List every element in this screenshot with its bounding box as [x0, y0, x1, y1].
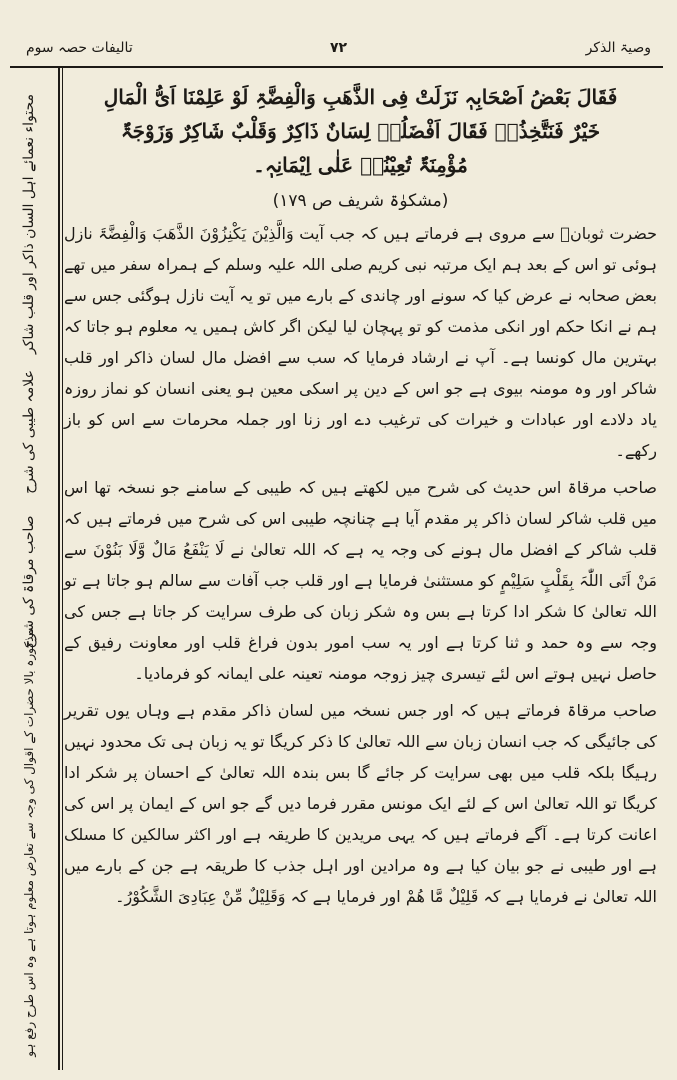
- paragraph: حضرت ثوبانؓ سے مروی ہے فرماتے ہیں کہ جب آیت وَالَّذِیْنَ یَکْنِزُوْنَ الذَّھَبَ وَالْفِضَّۃَ نازل ہوئی تو اس کے بعد ہم ایک مرتبہ نبی کریم صلی اللہ علیہ وسلم کے ہمراہ سفر میں تھے بعض صحابہ نے عرض کیا کہ سونے اور چاندی کے بارے میں تو یہ آیت نازل ہوگئی جس سے ہم نے انکا حکم اور انکی مذمت کو تو پہچان لیا لیکن اگر کاش ہمیں یہ معلوم ہو جاتا کہ بہترین مال کونسا ہے۔ آپ نے ارشاد فرمایا کہ سب سے افضل مال لسان ذاکر اور قلب شاکر اور وہ مومنہ بیوی ہے جو اس کے دین پر اسکی معین ہو یعنی انسان کو نماز روزہ یاد دلادے اور عبادات و خیرات کی ترغیب دے اور زنا اور جملہ محرمات سے اس کو باز رکھے۔: [64, 224, 657, 460]
- arabic-line: مُؤْمِنَۃٌ تُعِیْنُہٗ عَلٰی اِیْمَانِہٖ۔: [253, 153, 468, 177]
- running-title-right: وصیۃ الذکر: [585, 40, 651, 56]
- margin-note: صاحب مرقاۃ کی شرح: [21, 515, 37, 649]
- arabic-line: خَیْرٌ فَنَتَّخِذُہٗ فَقَالَ اَفْضَلُہٗ لِسَانٌ ذَاکِرٌ وَقَلْبٌ شَاکِرٌ وَزَوْجَۃٌ: [120, 119, 601, 143]
- page-number: ۷۲: [329, 40, 348, 56]
- paragraph: صاحب مرقاۃ اس حدیث کی شرح میں لکھتے ہیں کہ طیبی کے سامنے جو نسخہ تھا اس میں قلب شاکر لسان ذاکر پر مقدم آیا ہے چنانچہ طیبی اس کی شرح میں فرماتے ہیں کہ قلب شاکر کے افضل مال ہونے کی وجہ یہ ہے کہ اللہ تعالیٰ نے لَا یَنْفَعُ مَالٌ وَّلَا بَنُوْنَ سے مَنْ اَتَی اللّٰہَ بِقَلْبٍ سَلِیْمٍ کو مستثنیٰ فرمایا ہے اور قلب جب آفات سے سالم ہو جاتا ہے تو اللہ تعالیٰ کا شکر ادا کرتا ہے بس وہ شکر زبان کی طرف سرایت کر جاتا ہے جس کی وجہ سے وہ حمد و ثنا کرتا ہے اور یہ سب امور بدون فراغ قلب اور معاونت رفیق کے حاصل نہیں ہوتے اس لئے تیسری چیز زوجہ مومنہ تعینہ علی ایمانہ کو فرمادیا۔: [64, 478, 657, 683]
- page-header: [20, 36, 657, 66]
- margin-note: محتواء نعمائے اہل السان ذاکر اور قلب شاکر: [21, 94, 37, 354]
- arabic-line: فَقَالَ بَعْضُ اَصْحَابِہٖ نَزَلَتْ فِی الذَّھَبِ وَالْفِضَّۃِ لَوْ عَلِمْنَا اَیُّ الْمَالِ: [103, 85, 618, 109]
- paragraph: صاحب مرقاۃ فرماتے ہیں کہ اور جس نسخہ میں لسان ذاکر مقدم ہے وہاں یوں تقریر کی جائیگی کہ جب انسان زبان سے اللہ تعالیٰ کا ذکر کریگا تو یہ زبان ہی تک محدود نہیں رہیگا بلکہ قلب میں بھی سرایت کر جائے گا بس بندہ اللہ تعالیٰ کے احسان پر شکر ادا کریگا تو اللہ تعالیٰ اس کے لئے ایک مونس مقرر فرما دیں گے جو اس کے ایمان پر اس کی اعانت کرتا ہے۔ آگے فرماتے ہیں کہ یہی مریدین کا طریقہ ہے اور اکثر سالکین کا مسلک ہے اور طیبی نے جو بیان کیا ہے وہ مرادین اور اہل جذب کا طریقہ ہے جن کے بارے میں اللہ تعالیٰ نے فرمایا ہے کہ قَلِیْلٌ مَّا ھُمْ اور فرمایا ہے کہ وَقَلِیْلٌ مِّنْ عِبَادِیَ الشَّکُوْرُ۔: [64, 701, 657, 906]
- margin-column: [0, 66, 58, 1080]
- header-rule: [10, 66, 663, 68]
- main-text: [64, 80, 657, 1060]
- arabic-quote: [64, 80, 657, 182]
- margin-rule: [58, 66, 60, 1070]
- margin-rule-inner: [62, 66, 63, 1070]
- margin-note: مذکورہ بالا حضرات کے اقوال کی وجہ سے تعارض معلوم ہوتا ہے وہ اس طرح رفع ہو: [22, 629, 36, 1057]
- running-title-left: تالیفات حصہ سوم: [26, 40, 133, 56]
- margin-note: علامہ طیبی کی شرح: [21, 370, 37, 494]
- reference-citation: (مشکوٰۃ شریف ص ۱۷۹): [272, 191, 449, 211]
